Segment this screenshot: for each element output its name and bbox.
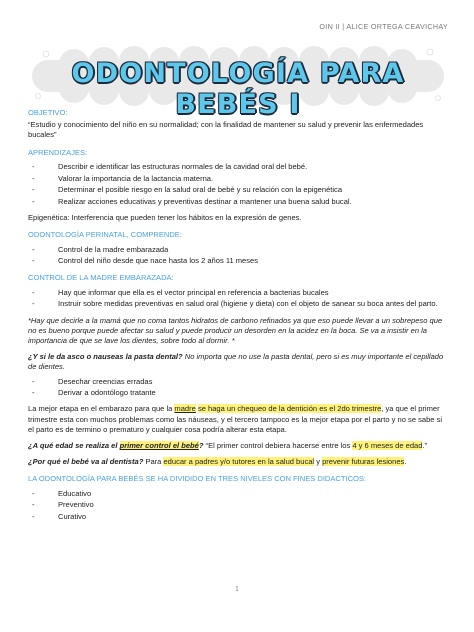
list-item: - Describir e identificar las estructuras normales de la cavidad oral del bebé. <box>28 162 448 172</box>
highlight: madre <box>174 404 196 414</box>
list-item: - Desechar creencias erradas <box>28 377 448 387</box>
list-item: - Curativo <box>28 512 448 522</box>
nota-text: *Hay que decirle a la mamá que no coma tantos hidratos de carbono refinados ya que eso puede llevar a un sobrepeso que no es bueno porque puede afectar su salud y puede producir un desorden en la acidez en la boca. Se va a insistir en la importancia de que se lave los dientes, sobre todo al dormir. * <box>28 315 443 345</box>
highlight: 4 y 6 meses de edad <box>352 441 423 451</box>
edad-answer: “El primer control debiera hacerse entre los <box>203 441 353 451</box>
page-number: 1 <box>235 586 239 593</box>
dentista-paragraph <box>28 457 448 467</box>
asco-question: ¿Y si le da asco o nauseas la pasta dental? <box>28 352 183 362</box>
list-item: - Preventivo <box>28 500 448 510</box>
perinatal-heading: ODONTOLOGÍA PERINATAL, COMPRENDE: <box>28 230 182 240</box>
text-segment: . <box>404 457 407 467</box>
list-item: - Instruir sobre medidas preventivas en salud oral (higiene y dieta) con el objeto de sanear su boca antes del parto. <box>28 299 448 309</box>
aprendizajes-list <box>28 162 448 207</box>
list-item: - Control del niño desde que nace hasta los 2 años 11 meses <box>28 256 448 266</box>
highlight: se haga un chequeo de la dentición es el 2do trimestre <box>197 404 382 414</box>
document-body <box>28 108 448 524</box>
list-item: - Determinar el posible riesgo en la salud oral de bebé y su relación con la epigenética <box>28 185 448 195</box>
text-segment: La mejor etapa en el embarazo para que la <box>28 404 175 414</box>
edad-question: ¿A qué edad se realiza el <box>28 441 120 451</box>
list-item: - Hay que informar que ella es el vector principal en referencia a bacterias bucales <box>28 288 448 298</box>
niveles-list <box>28 489 448 523</box>
text-segment: y <box>314 457 323 467</box>
niveles-heading: LA ODONTOLOGÍA PARA BEBÉS SE HA DIVIDIDO EN TRES NIVELES CON FINES DIDACTICOS: <box>28 474 367 484</box>
dentista-question: ¿Por qué el bebé va al dentista? <box>28 457 144 467</box>
objetivo-heading: OBJETIVO: <box>28 108 68 117</box>
list-item: - Valorar la importancia de la lactancia materna. <box>28 174 448 184</box>
asco-list <box>28 377 448 399</box>
edad-answer-end: .” <box>422 441 428 451</box>
control-heading: CONTROL DE LA MADRE EMBARAZADA: <box>28 273 174 283</box>
mejor-etapa-paragraph <box>28 404 448 435</box>
list-item: - Educativo <box>28 489 448 499</box>
highlight: educar a padres y/o tutores en la salud bucal <box>163 457 315 467</box>
page-title: ODONTOLOGÍA PARA BEBÉS I <box>71 58 405 120</box>
edad-question-end: ? <box>198 441 204 451</box>
perinatal-list <box>28 245 448 267</box>
asco-answer: No importa que no use la pasta dental, pero si es muy importante el cepillado de dientes. <box>28 352 444 372</box>
asco-paragraph <box>28 352 448 372</box>
epigenetica-text: Epigenética: Interferencia que pueden tener los hábitos en la expresión de genes. <box>28 213 302 223</box>
list-item: - Realizar acciones educativas y preventivas destinar a mantener una buena salud bucal. <box>28 197 448 207</box>
list-item: - Control de la madre embarazada <box>28 245 448 255</box>
edad-paragraph <box>28 441 448 451</box>
aprendizajes-heading: APRENDIZAJES: <box>28 147 88 157</box>
page-header: OIN II | ALICE ORTEGA CEAVICHAY <box>319 22 448 31</box>
list-item: - Derivar a odontólogo tratante <box>28 388 448 398</box>
control-list <box>28 288 448 310</box>
highlight: prevenir futuras lesiones <box>322 457 405 467</box>
text-segment: , ya que el primer trimestre esta con muchos problemas como las náuseas, y el tercero tampoco es la mejor etapa por el parto y no se sabe si el parto es de termino o prematuro y cualquier cosa podría alterar esta etapa. <box>28 404 443 434</box>
objetivo-text: “Estudio y conocimiento del niño en su normalidad; con la finalidad de mantener su salud y prevenir las enfermedades bucales” <box>28 120 424 140</box>
highlight: primer control el bebé <box>119 441 199 451</box>
text-segment: Para <box>143 457 164 467</box>
